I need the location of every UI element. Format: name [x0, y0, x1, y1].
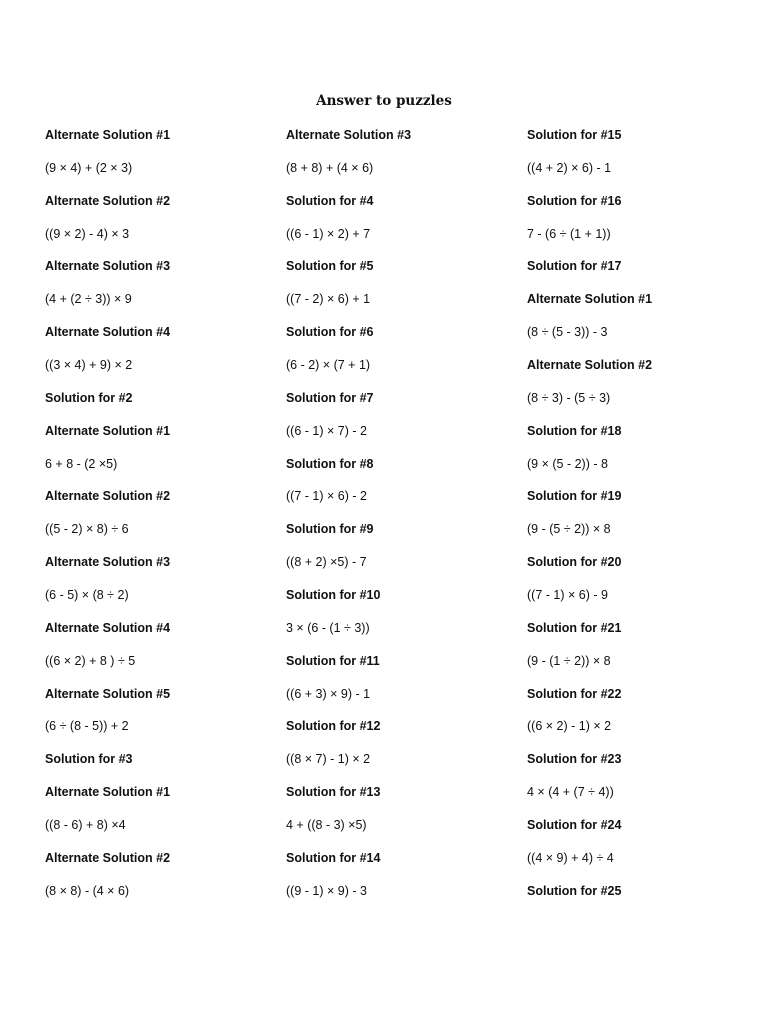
- solution-expression: ((8 - 6) + 8) ×4: [45, 818, 126, 833]
- solution-expression: ((7 - 1) × 6) - 2: [286, 489, 367, 504]
- solution-heading: Solution for #17: [527, 259, 622, 274]
- solution-expression: 6 + 8 - (2 ×5): [45, 456, 118, 471]
- solution-heading: Alternate Solution #5: [45, 686, 171, 701]
- solution-heading: Alternate Solution #2: [45, 850, 171, 865]
- solution-expression: 4 × (4 + (7 ÷ 4)): [527, 785, 614, 800]
- solution-heading: Solution for #10: [286, 588, 381, 603]
- solution-heading: Solution for #23: [527, 752, 622, 767]
- solution-expression: ((6 × 2) - 1) × 2: [527, 719, 612, 734]
- solution-expression: (8 ÷ 3) - (5 ÷ 3): [527, 390, 611, 405]
- solution-heading: Alternate Solution #3: [45, 555, 171, 570]
- solution-heading: Solution for #4: [286, 193, 374, 208]
- solution-expression: ((6 - 1) × 7) - 2: [286, 423, 367, 438]
- solution-expression: (8 + 8) + (4 × 6): [286, 160, 374, 175]
- solution-expression: (9 - (1 ÷ 2)) × 8: [527, 653, 611, 668]
- solution-expression: ((3 × 4) + 9) × 2: [45, 358, 133, 373]
- solution-heading: Alternate Solution #1: [527, 292, 653, 307]
- solution-heading: Solution for #5: [286, 259, 374, 274]
- solution-expression: ((9 - 1) × 9) - 3: [286, 883, 367, 898]
- solution-expression: (6 - 2) × (7 + 1): [286, 358, 371, 373]
- solution-heading: Solution for #21: [527, 620, 622, 635]
- solution-expression: ((4 × 9) + 4) ÷ 4: [527, 850, 614, 865]
- solution-heading: Solution for #6: [286, 325, 374, 340]
- solution-heading: Solution for #14: [286, 850, 381, 865]
- solution-expression: (9 - (5 ÷ 2)) × 8: [527, 522, 611, 537]
- solution-expression: (4 + (2 ÷ 3)) × 9: [45, 292, 132, 307]
- solution-heading: Solution for #11: [286, 653, 380, 668]
- solution-expression: ((4 + 2) × 6) - 1: [527, 160, 612, 175]
- answers-column-1: [45, 125, 275, 914]
- solution-expression: ((8 + 2) ×5) - 7: [286, 555, 367, 570]
- solution-heading: Solution for #9: [286, 522, 374, 537]
- solution-heading: Solution for #22: [527, 686, 622, 701]
- solution-heading: Alternate Solution #1: [45, 785, 171, 800]
- solution-expression: (8 ÷ (5 - 3)) - 3: [527, 325, 608, 340]
- solution-expression: ((9 × 2) - 4) × 3: [45, 226, 130, 241]
- solution-heading: Alternate Solution #3: [45, 259, 171, 274]
- solution-heading: Solution for #2: [45, 390, 133, 405]
- solution-expression: 4 + ((8 - 3) ×5): [286, 818, 367, 833]
- solution-expression: ((6 × 2) + 8 ) ÷ 5: [45, 653, 136, 668]
- page-title: Answer to puzzles: [316, 93, 452, 109]
- solution-heading: Alternate Solution #1: [45, 128, 171, 142]
- solution-expression: 3 × (6 - (1 ÷ 3)): [286, 620, 370, 635]
- solution-heading: Solution for #8: [286, 456, 374, 471]
- solution-heading: Solution for #3: [45, 752, 133, 767]
- solution-heading: Alternate Solution #2: [45, 193, 171, 208]
- solution-heading: Solution for #18: [527, 423, 622, 438]
- solution-expression: ((8 × 7) - 1) × 2: [286, 752, 371, 767]
- solution-heading: Alternate Solution #1: [45, 423, 171, 438]
- solution-heading: Alternate Solution #4: [45, 325, 171, 340]
- solution-expression: (9 × 4) + (2 × 3): [45, 160, 133, 175]
- solution-expression: (9 × (5 - 2)) - 8: [527, 456, 608, 471]
- solution-expression: (6 - 5) × (8 ÷ 2): [45, 588, 129, 603]
- answers-column-3: [527, 125, 757, 914]
- solution-expression: ((6 + 3) × 9) - 1: [286, 686, 371, 701]
- solution-expression: ((5 - 2) × 8) ÷ 6: [45, 522, 129, 537]
- solution-heading: Solution for #12: [286, 719, 381, 734]
- solution-heading: Solution for #15: [527, 128, 622, 142]
- solution-heading: Solution for #16: [527, 193, 622, 208]
- solution-expression: ((7 - 2) × 6) + 1: [286, 292, 371, 307]
- solution-heading: Alternate Solution #2: [45, 489, 171, 504]
- solution-heading: Solution for #25: [527, 883, 622, 898]
- solution-expression: ((7 - 1) × 6) - 9: [527, 588, 608, 603]
- solution-heading: Alternate Solution #2: [527, 358, 653, 373]
- solution-heading: Solution for #19: [527, 489, 622, 504]
- solution-expression: (6 ÷ (8 - 5)) + 2: [45, 719, 129, 734]
- solution-heading: Alternate Solution #4: [45, 620, 171, 635]
- solution-heading: Alternate Solution #3: [286, 128, 412, 142]
- solution-expression: 7 - (6 ÷ (1 + 1)): [527, 226, 611, 241]
- solution-heading: Solution for #20: [527, 555, 622, 570]
- answers-column-2: [286, 125, 516, 914]
- solution-heading: Solution for #24: [527, 818, 622, 833]
- solution-heading: Solution for #13: [286, 785, 381, 800]
- solution-expression: ((6 - 1) × 2) + 7: [286, 226, 371, 241]
- solution-heading: Solution for #7: [286, 390, 374, 405]
- solution-expression: (8 × 8) - (4 × 6): [45, 883, 130, 898]
